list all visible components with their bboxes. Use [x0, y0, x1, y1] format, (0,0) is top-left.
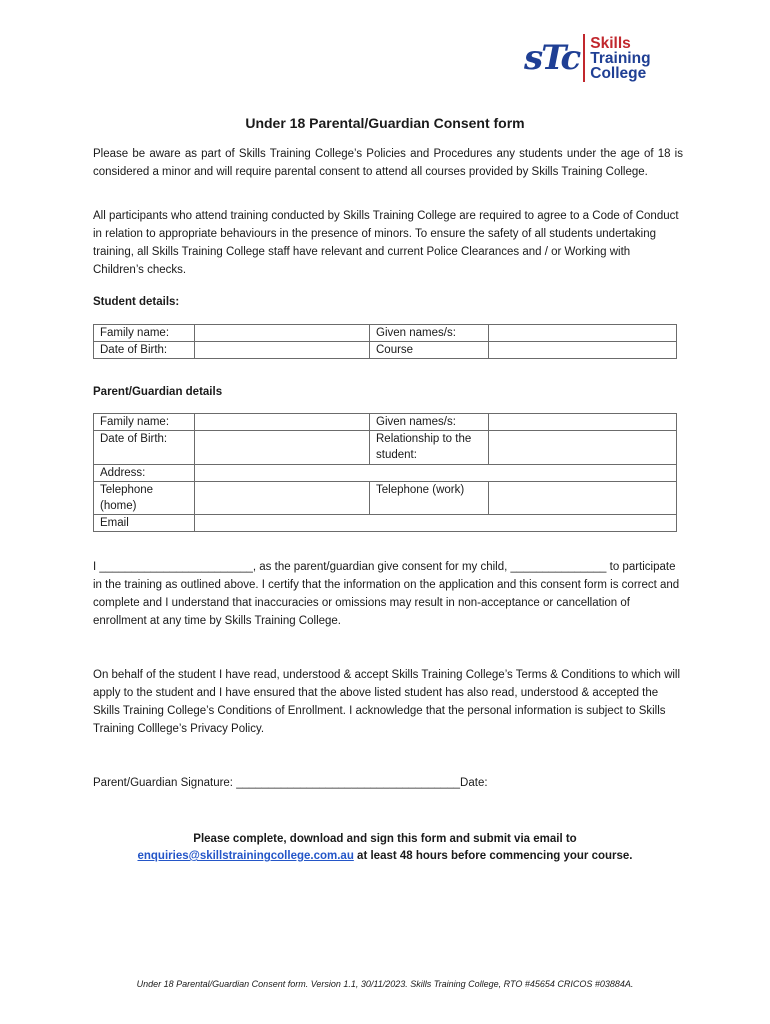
- submission-notice: [0, 831, 770, 865]
- logo-divider: [583, 34, 585, 82]
- table-row: [94, 515, 677, 532]
- intro-paragraph-1: Please be aware as part of Skills Training College’s Policies and Procedures any students under the age of 18 is considered a minor and will require parental consent to attend all courses provided by Skills Training College.: [93, 148, 683, 178]
- page-footer: Under 18 Parental/Guardian Consent form. Version 1.1, 30/11/2023. Skills Training College, RTO #45654 CRICOS #03884A.: [136, 979, 634, 989]
- email-label: Email: [94, 515, 195, 532]
- dob-label: Date of Birth:: [94, 342, 195, 359]
- address-field[interactable]: [195, 465, 677, 482]
- logo-mark: sTc: [524, 38, 580, 78]
- form-title: Under 18 Parental/Guardian Consent form: [245, 115, 525, 131]
- email-field[interactable]: [195, 515, 677, 532]
- parent-given-names-field[interactable]: [489, 414, 677, 431]
- given-names-label: Given names/s:: [370, 414, 489, 431]
- student-family-name-field[interactable]: [195, 325, 370, 342]
- table-row: [94, 325, 677, 342]
- logo-line-1: Skills: [590, 34, 631, 52]
- table-row: [94, 482, 677, 515]
- telephone-work-field[interactable]: [489, 482, 677, 515]
- parent-dob-field[interactable]: [195, 431, 370, 465]
- address-label: Address:: [94, 465, 195, 482]
- logo-line-3: College: [590, 64, 647, 82]
- notice-line-1: Please complete, download and sign this form and submit via email to: [193, 833, 577, 845]
- telephone-work-label: Telephone (work): [370, 482, 489, 515]
- family-name-label: Family name:: [94, 325, 195, 342]
- student-dob-field[interactable]: [195, 342, 370, 359]
- signature-line[interactable]: Parent/Guardian Signature: ___________________________________Date:: [93, 777, 488, 789]
- relationship-label: Relationship to the student:: [370, 431, 489, 465]
- telephone-home-field[interactable]: [195, 482, 370, 515]
- logo-wordmark: [590, 36, 650, 81]
- logo-line-2: Training: [590, 49, 651, 67]
- given-names-label: Given names/s:: [370, 325, 489, 342]
- intro-paragraph-2: All participants who attend training conducted by Skills Training College are required to agree to a Code of Conduct in relation to appropriate behaviours in the presence of minors. To ensure the safety of all students undertaking training, all Skills Training College staff have relevant and current Police Clearances and / or Working with Children’s checks.: [93, 210, 679, 276]
- student-details-heading: Student details:: [93, 296, 180, 308]
- relationship-field[interactable]: [489, 431, 677, 465]
- course-label: Course: [370, 342, 489, 359]
- telephone-home-label: Telephone (home): [94, 482, 195, 515]
- notice-line-2: [0, 848, 770, 865]
- parent-details-heading: Parent/Guardian details: [93, 386, 223, 398]
- table-row: [94, 465, 677, 482]
- notice-line-2-text: at least 48 hours before commencing your course.: [353, 850, 633, 862]
- dob-label: Date of Birth:: [94, 431, 195, 465]
- table-row: [94, 414, 677, 431]
- parent-details-table: [93, 413, 677, 532]
- enquiries-email-link[interactable]: enquiries@skillstrainingcollege.com.au: [137, 850, 354, 862]
- table-row: [94, 342, 677, 359]
- consent-paragraph: I ________________________, as the parent/guardian give consent for my child, _______________ to participate in the training as outlined above. I certify that the information on the application and this consent form is correct and complete and I understand that inaccuracies or omissions may result in non-acceptance or cancellation of enrollment at any time by Skills Training College.: [93, 561, 680, 627]
- behalf-paragraph: On behalf of the student I have read, understood & accept Skills Training College’s Terms & Conditions to which will apply to the student and I have ensured that the above listed student has also read, understood & accepted the Skills Training College’s Conditions of Enrollment. I acknowledge that the personal information is subject to Skills Training Colllege’s Privacy Policy.: [93, 669, 681, 735]
- student-details-table: [93, 324, 677, 359]
- parent-family-name-field[interactable]: [195, 414, 370, 431]
- college-logo: [524, 33, 684, 83]
- student-given-names-field[interactable]: [489, 325, 677, 342]
- table-row: [94, 431, 677, 465]
- student-course-field[interactable]: [489, 342, 677, 359]
- family-name-label: Family name:: [94, 414, 195, 431]
